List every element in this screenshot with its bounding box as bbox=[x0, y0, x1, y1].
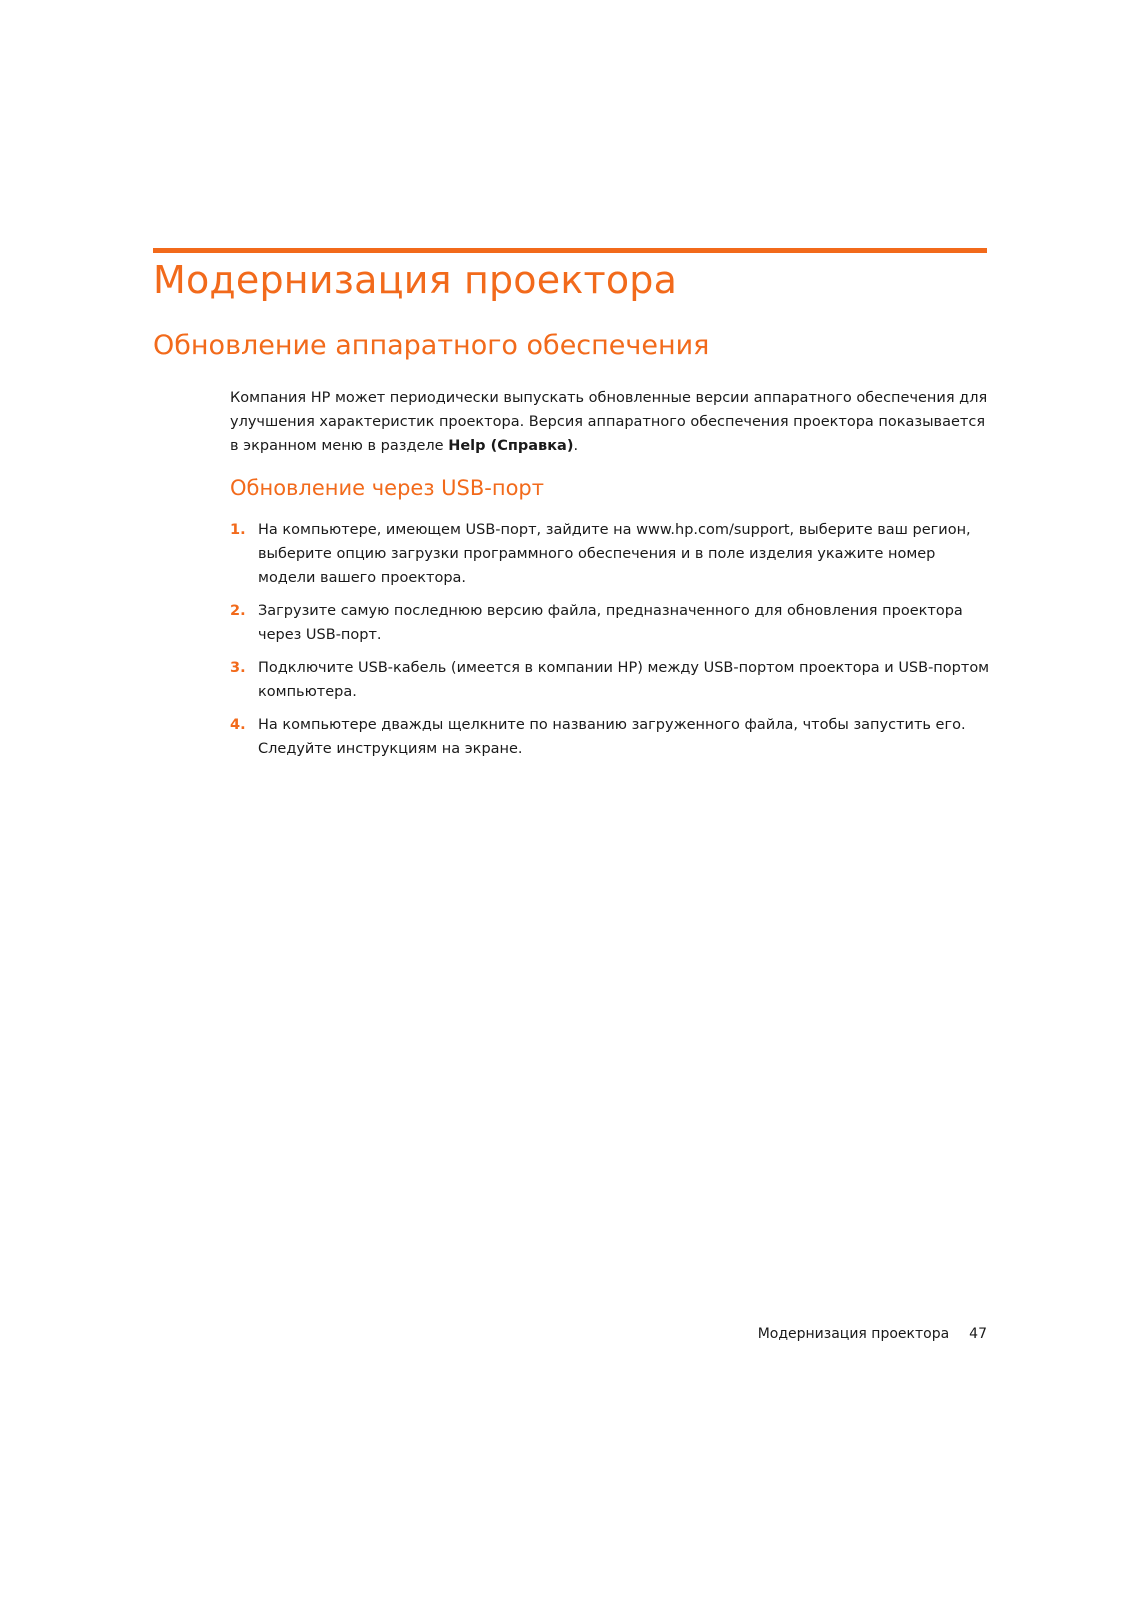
step-text: На компьютере дважды щелкните по названию загруженного файла, чтобы запустить его. Следуйте инструкциям на экране. bbox=[258, 717, 966, 757]
step-number: 4. bbox=[230, 717, 246, 733]
footer-section-name: Модернизация проектора bbox=[757, 1326, 950, 1342]
step-number: 2. bbox=[230, 603, 246, 619]
steps-list bbox=[230, 518, 990, 770]
page-number: 47 bbox=[969, 1326, 987, 1342]
step-number: 3. bbox=[230, 660, 246, 676]
step-item bbox=[230, 713, 990, 761]
step-text: Загрузите самую последнюю версию файла, предназначенного для обновления проектора через USB-порт. bbox=[258, 603, 963, 643]
step-item bbox=[230, 656, 990, 704]
intro-paragraph bbox=[230, 386, 990, 458]
page-footer bbox=[758, 1326, 987, 1342]
step-item bbox=[230, 599, 990, 647]
step-number: 1. bbox=[230, 522, 246, 538]
step-item bbox=[230, 518, 990, 590]
help-menu-reference: Help (Справка) bbox=[448, 438, 574, 454]
step-text: Подключите USB-кабель (имеется в компании HP) между USB-портом проектора и USB-портом компьютера. bbox=[258, 660, 990, 700]
chapter-title: Модернизация проектора bbox=[153, 258, 678, 302]
intro-end: . bbox=[573, 438, 579, 454]
chapter-rule bbox=[153, 248, 987, 253]
section-title: Обновление аппаратного обеспечения bbox=[153, 330, 710, 361]
step-text: На компьютере, имеющем USB-порт, зайдите на www.hp.com/support, выберите ваш регион, выберите опцию загрузки программного обеспечения и в поле изделия укажите номер модели вашего проектора. bbox=[258, 522, 971, 586]
intro-text: Компания HP может периодически выпускать обновленные версии аппаратного обеспечения для улучшения характеристик проектора. Версия аппаратного обеспечения проектора показывается в экранном меню в разделе bbox=[230, 390, 988, 454]
subsection-title: Обновление через USB-порт bbox=[230, 476, 544, 500]
